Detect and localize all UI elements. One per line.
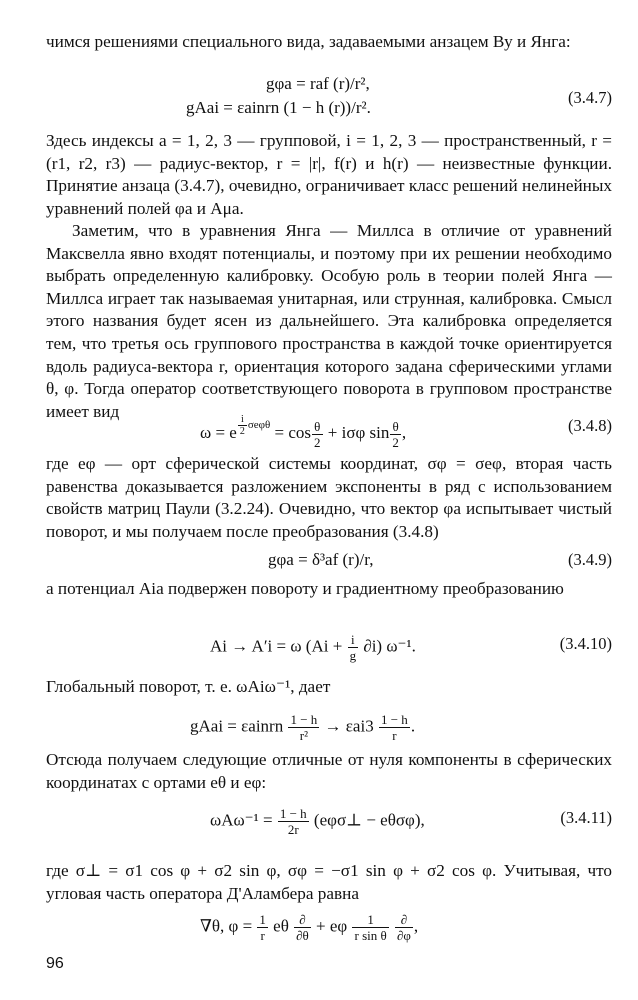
fraction [390, 419, 401, 450]
eq-term: + eφ [316, 916, 348, 936]
equation-3-4-10 [46, 622, 612, 666]
eq-body [210, 806, 425, 837]
paragraph-unit-vector: где eφ — орт сферической системы координат, σφ = σeφ, вторая часть равенства доказывается разложением экспоненты в ряд с использованием свойств матриц Паули (3.2.24). Очевидно, что вектор φa испытывает чистый поворот, и мы получаем после преобразования (3.4.8) [46, 454, 612, 541]
numerator: ∂ [294, 912, 311, 928]
paragraph-indices: Здесь индексы a = 1, 2, 3 — групповой, i = 1, 2, 3 — пространственный, r = (r1, r2, r3) — радиус-вектор, r = |r|, f(r) и h(r) — неизвестные функции. Принятие анзаца (3.4.7), очевидно, ограничивает класс решений нелинейных уравнений полей φa и Aμa. [46, 131, 612, 218]
equation-3-4-11 [46, 796, 612, 840]
eq-body [190, 712, 415, 743]
eq-term: ∇θ, φ = [200, 916, 253, 936]
eq-term: → εai3 [324, 716, 374, 736]
denominator: g [349, 648, 357, 663]
equation-global [46, 702, 612, 746]
page-number: 96 [46, 955, 64, 972]
numerator: θ [312, 419, 323, 435]
paragraph-global-rotation: Глобальный поворот, т. е. ωAiω⁻¹, дает [46, 677, 331, 696]
equation-number: (3.4.8) [568, 416, 612, 435]
equation-number: (3.4.7) [568, 88, 612, 107]
denominator: 2 [239, 426, 245, 437]
equation-number: (3.4.9) [568, 550, 612, 569]
denominator: 2r [287, 822, 299, 837]
numerator: ∂ [395, 912, 413, 928]
eq-body: gφa = δ³af (r)/r, [268, 550, 374, 569]
denominator: r² [299, 728, 308, 743]
eq-term: ω = e [200, 423, 237, 443]
denominator: 2 [392, 434, 399, 450]
fraction [312, 419, 323, 450]
eq-body [210, 632, 416, 663]
eq-body [200, 414, 406, 450]
numerator: 1 [259, 912, 266, 927]
numerator: 1 − h [380, 712, 408, 727]
fraction [288, 712, 319, 743]
equation-3-4-7 [46, 74, 612, 120]
paragraph-components: Отсюда получаем следующие отличные от нуля компоненты в сферических координатах с ортами eθ и eφ: [46, 750, 612, 792]
eq-term: ∂i) ω⁻¹. [363, 636, 416, 656]
fraction [352, 912, 388, 943]
equation-3-4-9 [46, 550, 612, 572]
denominator: r sin θ [354, 928, 387, 943]
fraction [348, 632, 359, 663]
fraction [395, 912, 413, 943]
eq-term: (eφσ⊥ − eθσφ), [313, 810, 425, 830]
eq-term: gAai = εainrn [190, 716, 284, 736]
equation-number: (3.4.11) [560, 808, 612, 827]
denominator: r [260, 928, 265, 943]
numerator: 1 − h [290, 712, 318, 727]
equation-number: (3.4.10) [559, 634, 612, 653]
eq-line: gφa = raf (r)/r², [266, 74, 370, 93]
denominator: ∂θ [296, 928, 309, 943]
fraction [294, 912, 311, 943]
numerator: 1 [352, 912, 388, 928]
eq-term: , [401, 423, 407, 443]
numerator: i [238, 414, 247, 426]
eq-term: eθ [273, 916, 289, 936]
denominator: r [392, 728, 397, 743]
denominator: ∂φ [396, 928, 411, 943]
numerator: 1 − h [279, 806, 307, 821]
eq-line: gAai = εainrn (1 − h (r))/r². [186, 98, 371, 117]
fraction [238, 414, 247, 437]
equation-3-4-8 [46, 402, 612, 450]
eq-term: , [413, 916, 419, 936]
denominator: 2 [314, 434, 321, 450]
numerator: θ [390, 419, 401, 435]
paragraph-sigma: где σ⊥ = σ1 cos φ + σ2 sin φ, σφ = −σ1 sin φ + σ2 cos φ. Учитывая, что угловая часть оператора Д'Аламбера равна [46, 861, 612, 903]
eq-body [200, 912, 418, 943]
eq-term: + iσφ sin [323, 423, 390, 443]
eq-term: = cos [270, 423, 312, 443]
eq-term: . [410, 716, 416, 736]
eq-term: ωAω⁻¹ = [210, 810, 273, 830]
fraction [257, 912, 268, 943]
exponent: σeφθ [247, 419, 271, 432]
fraction [379, 712, 410, 743]
equation-nabla [46, 904, 612, 948]
numerator: i [348, 632, 359, 648]
eq-term: Ai → A′i = ω (Ai + [210, 636, 343, 656]
paragraph-potential: а потенциал Aia подвержен повороту и градиентному преобразованию [46, 579, 564, 598]
fraction [278, 806, 309, 837]
paragraph-gauge: Заметим, что в уравнения Янга — Миллса в отличие от уравнений Максвелла явно входят потенциалы, и поэтому при их решении необходимо выбрать определенную калибровку. Особую роль в теории полей Янга — Миллса играет так называемая унитарная, или струнная, калибровка. Смысл этого названия будет ясен из дальнейшего. Эта калибровка определяется тем, что третья ось группового пространства в каждой точке ориентируется вдоль радиуса-вектора r, ориентация которого задана сферическими углами θ, φ. Тогда оператор соответствующего поворота в групповом пространстве имеет вид [46, 221, 612, 421]
paragraph-intro: чимся решениями специального вида, задаваемыми анзацем Ву и Янга: [46, 32, 571, 51]
